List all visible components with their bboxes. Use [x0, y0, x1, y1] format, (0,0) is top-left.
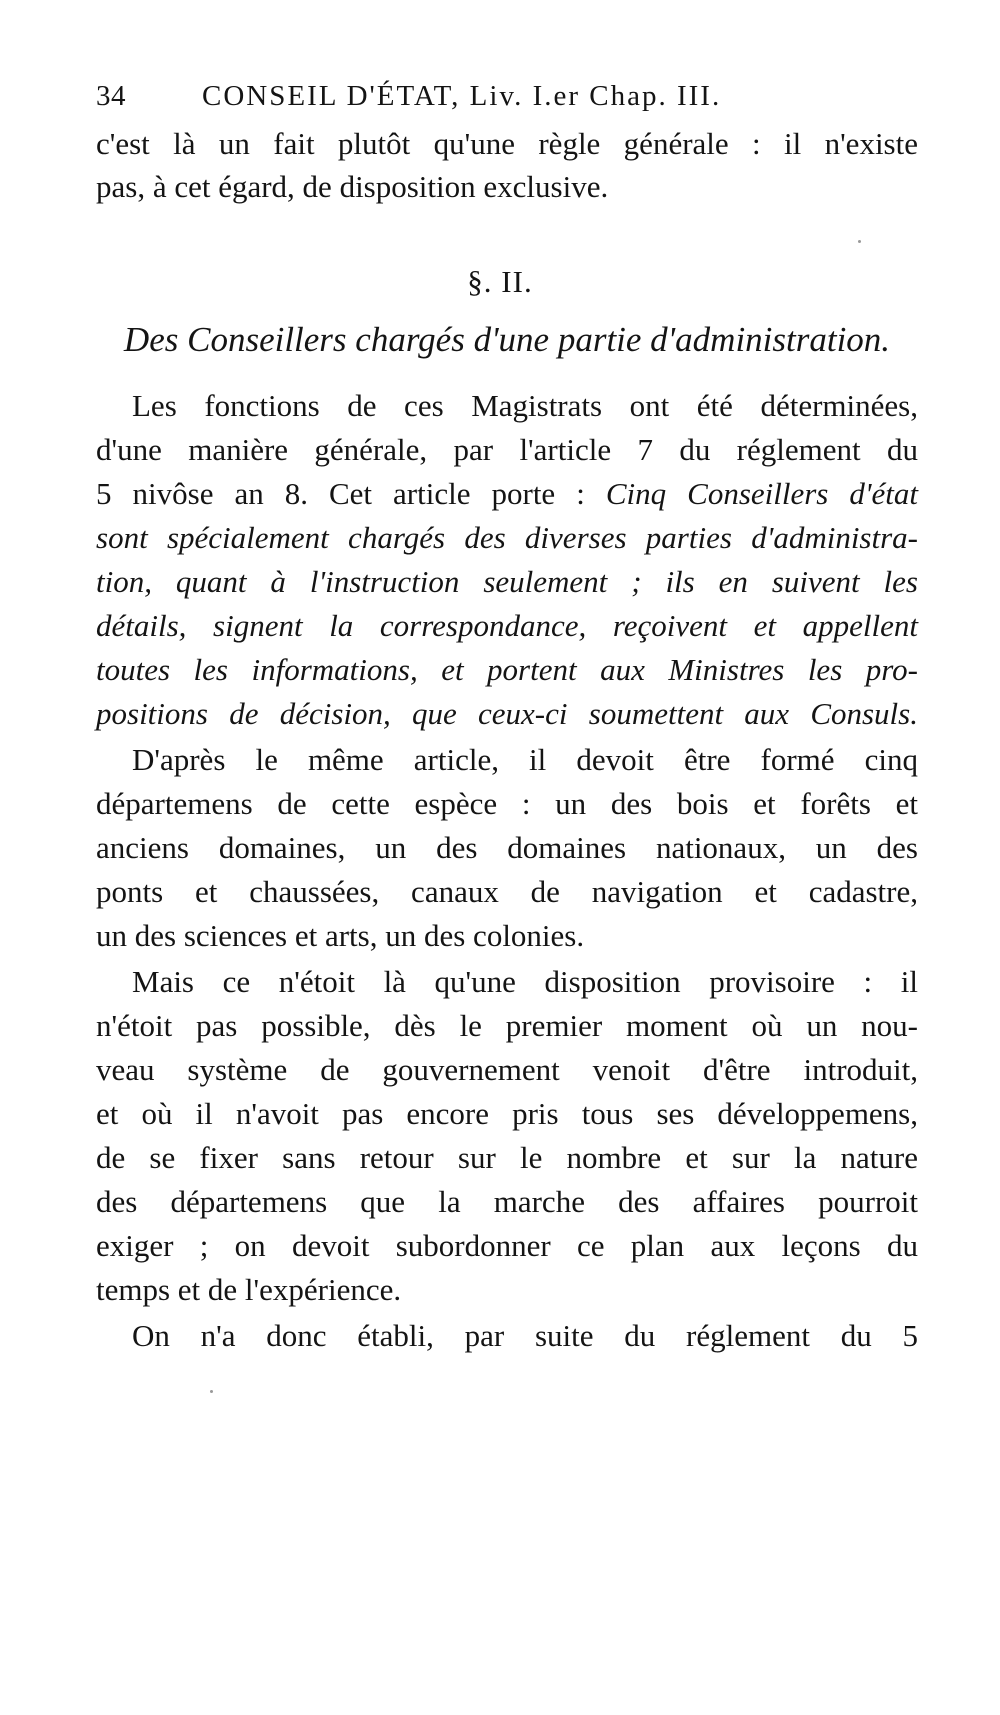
text-line: Mais ce n'étoit là qu'une disposition provisoire : il — [132, 964, 918, 999]
quotation-line: détails, signent la correspondance, reçoivent et appellent — [96, 608, 918, 643]
paper-speck — [210, 1390, 213, 1393]
section-number: §. II. — [467, 264, 533, 299]
text-line: d'une manière générale, par l'article 7 du réglement du — [96, 432, 918, 467]
text-line: et où il n'avoit pas encore pris tous ses développemens, — [96, 1096, 918, 1131]
text-line: départemens de cette espèce : un des bois et forêts et — [96, 786, 918, 821]
quotation-line: sont spécialement chargés des diverses parties d'administra- — [96, 520, 918, 555]
text-line: D'après le même article, il devoit être formé cinq — [132, 742, 918, 777]
text-line: c'est là un fait plutôt qu'une règle générale : il n'existe — [96, 126, 918, 161]
text-line: temps et de l'expérience. — [96, 1272, 402, 1307]
quotation-start: Cinq Conseillers d'état — [605, 476, 918, 511]
quotation-line: positions de décision, que ceux-ci soumettent aux Consuls. — [96, 696, 918, 731]
text-line: pas, à cet égard, de disposition exclusive. — [96, 169, 609, 204]
text-line: On n'a donc établi, par suite du réglement du 5 — [132, 1318, 918, 1353]
text-line: anciens domaines, un des domaines nationaux, un des — [96, 830, 918, 865]
text-span: 5 nivôse an 8. Cet article porte : — [96, 476, 606, 511]
text-line: exiger ; on devoit subordonner ce plan aux leçons du — [96, 1228, 918, 1263]
text-line: des départemens que la marche des affaires pourroit — [96, 1184, 918, 1219]
text-line: de se fixer sans retour sur le nombre et sur la nature — [96, 1140, 918, 1175]
text-line: veau système de gouvernement venoit d'être introduit, — [96, 1052, 918, 1087]
paper-speck — [858, 240, 861, 243]
text-line: Les fonctions de ces Magistrats ont été déterminées, — [132, 388, 918, 423]
text-line: un des sciences et arts, un des colonies. — [96, 918, 585, 953]
section-title: Des Conseillers chargés d'une partie d'administration. — [123, 320, 891, 359]
running-title: CONSEIL D'ÉTAT, Liv. I.er Chap. III. — [202, 80, 722, 112]
text-line: ponts et chaussées, canaux de navigation et cadastre, — [96, 874, 918, 909]
quotation-line: tion, quant à l'instruction seulement ; ils en suivent les — [96, 564, 918, 599]
page-number: 34 — [96, 80, 126, 112]
text-line — [96, 474, 918, 514]
quotation-line: toutes les informations, et portent aux Ministres les pro- — [96, 652, 918, 687]
text-line: n'étoit pas possible, dès le premier moment où un nou- — [96, 1008, 918, 1043]
